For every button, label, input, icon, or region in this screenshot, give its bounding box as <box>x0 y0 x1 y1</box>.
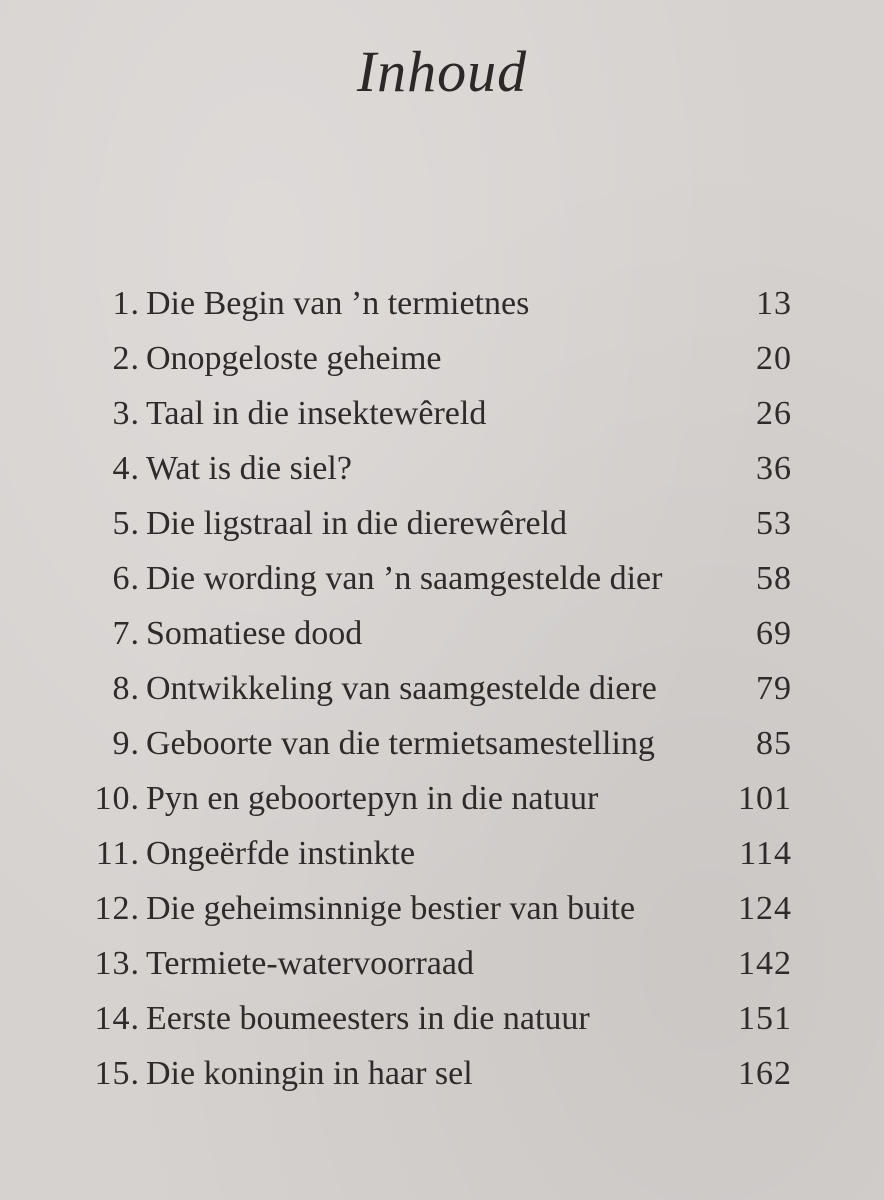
entry-title: Die wording van ’n saamgestelde dier <box>146 560 663 597</box>
toc-entry <box>50 496 802 551</box>
toc-entry <box>50 771 802 826</box>
entry-number: 8. <box>112 670 140 707</box>
entry-title: Die ligstraal in die dierewêreld <box>146 505 568 542</box>
entry-page-number: 142 <box>738 945 792 982</box>
entry-number: 1. <box>112 285 140 322</box>
entry-title: Taal in die insektewêreld <box>146 395 487 432</box>
toc-entry <box>50 991 802 1046</box>
toc-entry <box>50 936 802 991</box>
toc-entry <box>50 716 802 771</box>
page-title: Inhoud <box>356 39 528 104</box>
entry-title: Onopgeloste geheime <box>146 340 442 377</box>
entry-number: 6. <box>112 560 140 597</box>
toc-entry <box>50 276 802 331</box>
toc-entry <box>50 1046 802 1101</box>
entry-number: 9. <box>112 725 140 762</box>
entry-page-number: 151 <box>738 1000 792 1037</box>
entry-number: 13. <box>94 945 140 982</box>
entry-number: 5. <box>112 505 140 542</box>
entry-title: Eerste boumeesters in die natuur <box>146 1000 590 1037</box>
entry-title: Ontwikkeling van saamgestelde diere <box>146 670 657 707</box>
entry-number: 15. <box>94 1055 140 1092</box>
entry-number: 2. <box>112 340 140 377</box>
entry-title: Wat is die siel? <box>146 450 352 487</box>
entry-number: 14. <box>94 1000 140 1037</box>
toc-entry <box>50 441 802 496</box>
entry-title: Geboorte van die termietsamestelling <box>146 725 655 762</box>
entry-page-number: 124 <box>738 890 792 927</box>
entry-title: Ongeërfde instinkte <box>146 835 416 872</box>
entry-title: Die geheimsinnige bestier van buite <box>146 890 636 927</box>
toc-entry <box>50 661 802 716</box>
table-of-contents <box>50 276 802 1101</box>
entry-page-number: 58 <box>756 560 792 597</box>
toc-entry <box>50 331 802 386</box>
entry-page-number: 79 <box>756 670 792 707</box>
entry-page-number: 13 <box>756 285 792 322</box>
entry-number: 4. <box>112 450 140 487</box>
toc-entry <box>50 606 802 661</box>
toc-entry <box>50 881 802 936</box>
entry-title: Die Begin van ’n termietnes <box>146 285 530 322</box>
toc-entry <box>50 826 802 881</box>
toc-entry <box>50 551 802 606</box>
entry-number: 11. <box>95 835 140 872</box>
entry-title: Somatiese dood <box>146 615 363 652</box>
entry-page-number: 101 <box>738 780 792 817</box>
entry-number: 12. <box>94 890 140 927</box>
entry-page-number: 85 <box>756 725 792 762</box>
entry-number: 10. <box>94 780 140 817</box>
entry-number: 3. <box>112 395 140 432</box>
entry-page-number: 53 <box>756 505 792 542</box>
entry-page-number: 162 <box>738 1055 792 1092</box>
entry-number: 7. <box>112 615 140 652</box>
entry-page-number: 20 <box>756 340 792 377</box>
entry-page-number: 36 <box>756 450 792 487</box>
entry-page-number: 114 <box>739 835 792 872</box>
entry-page-number: 69 <box>756 615 792 652</box>
entry-page-number: 26 <box>756 395 792 432</box>
toc-entry <box>50 386 802 441</box>
entry-title: Termiete-watervoorraad <box>146 945 474 982</box>
entry-title: Pyn en geboortepyn in die natuur <box>146 780 599 817</box>
entry-title: Die koningin in haar sel <box>146 1055 473 1092</box>
